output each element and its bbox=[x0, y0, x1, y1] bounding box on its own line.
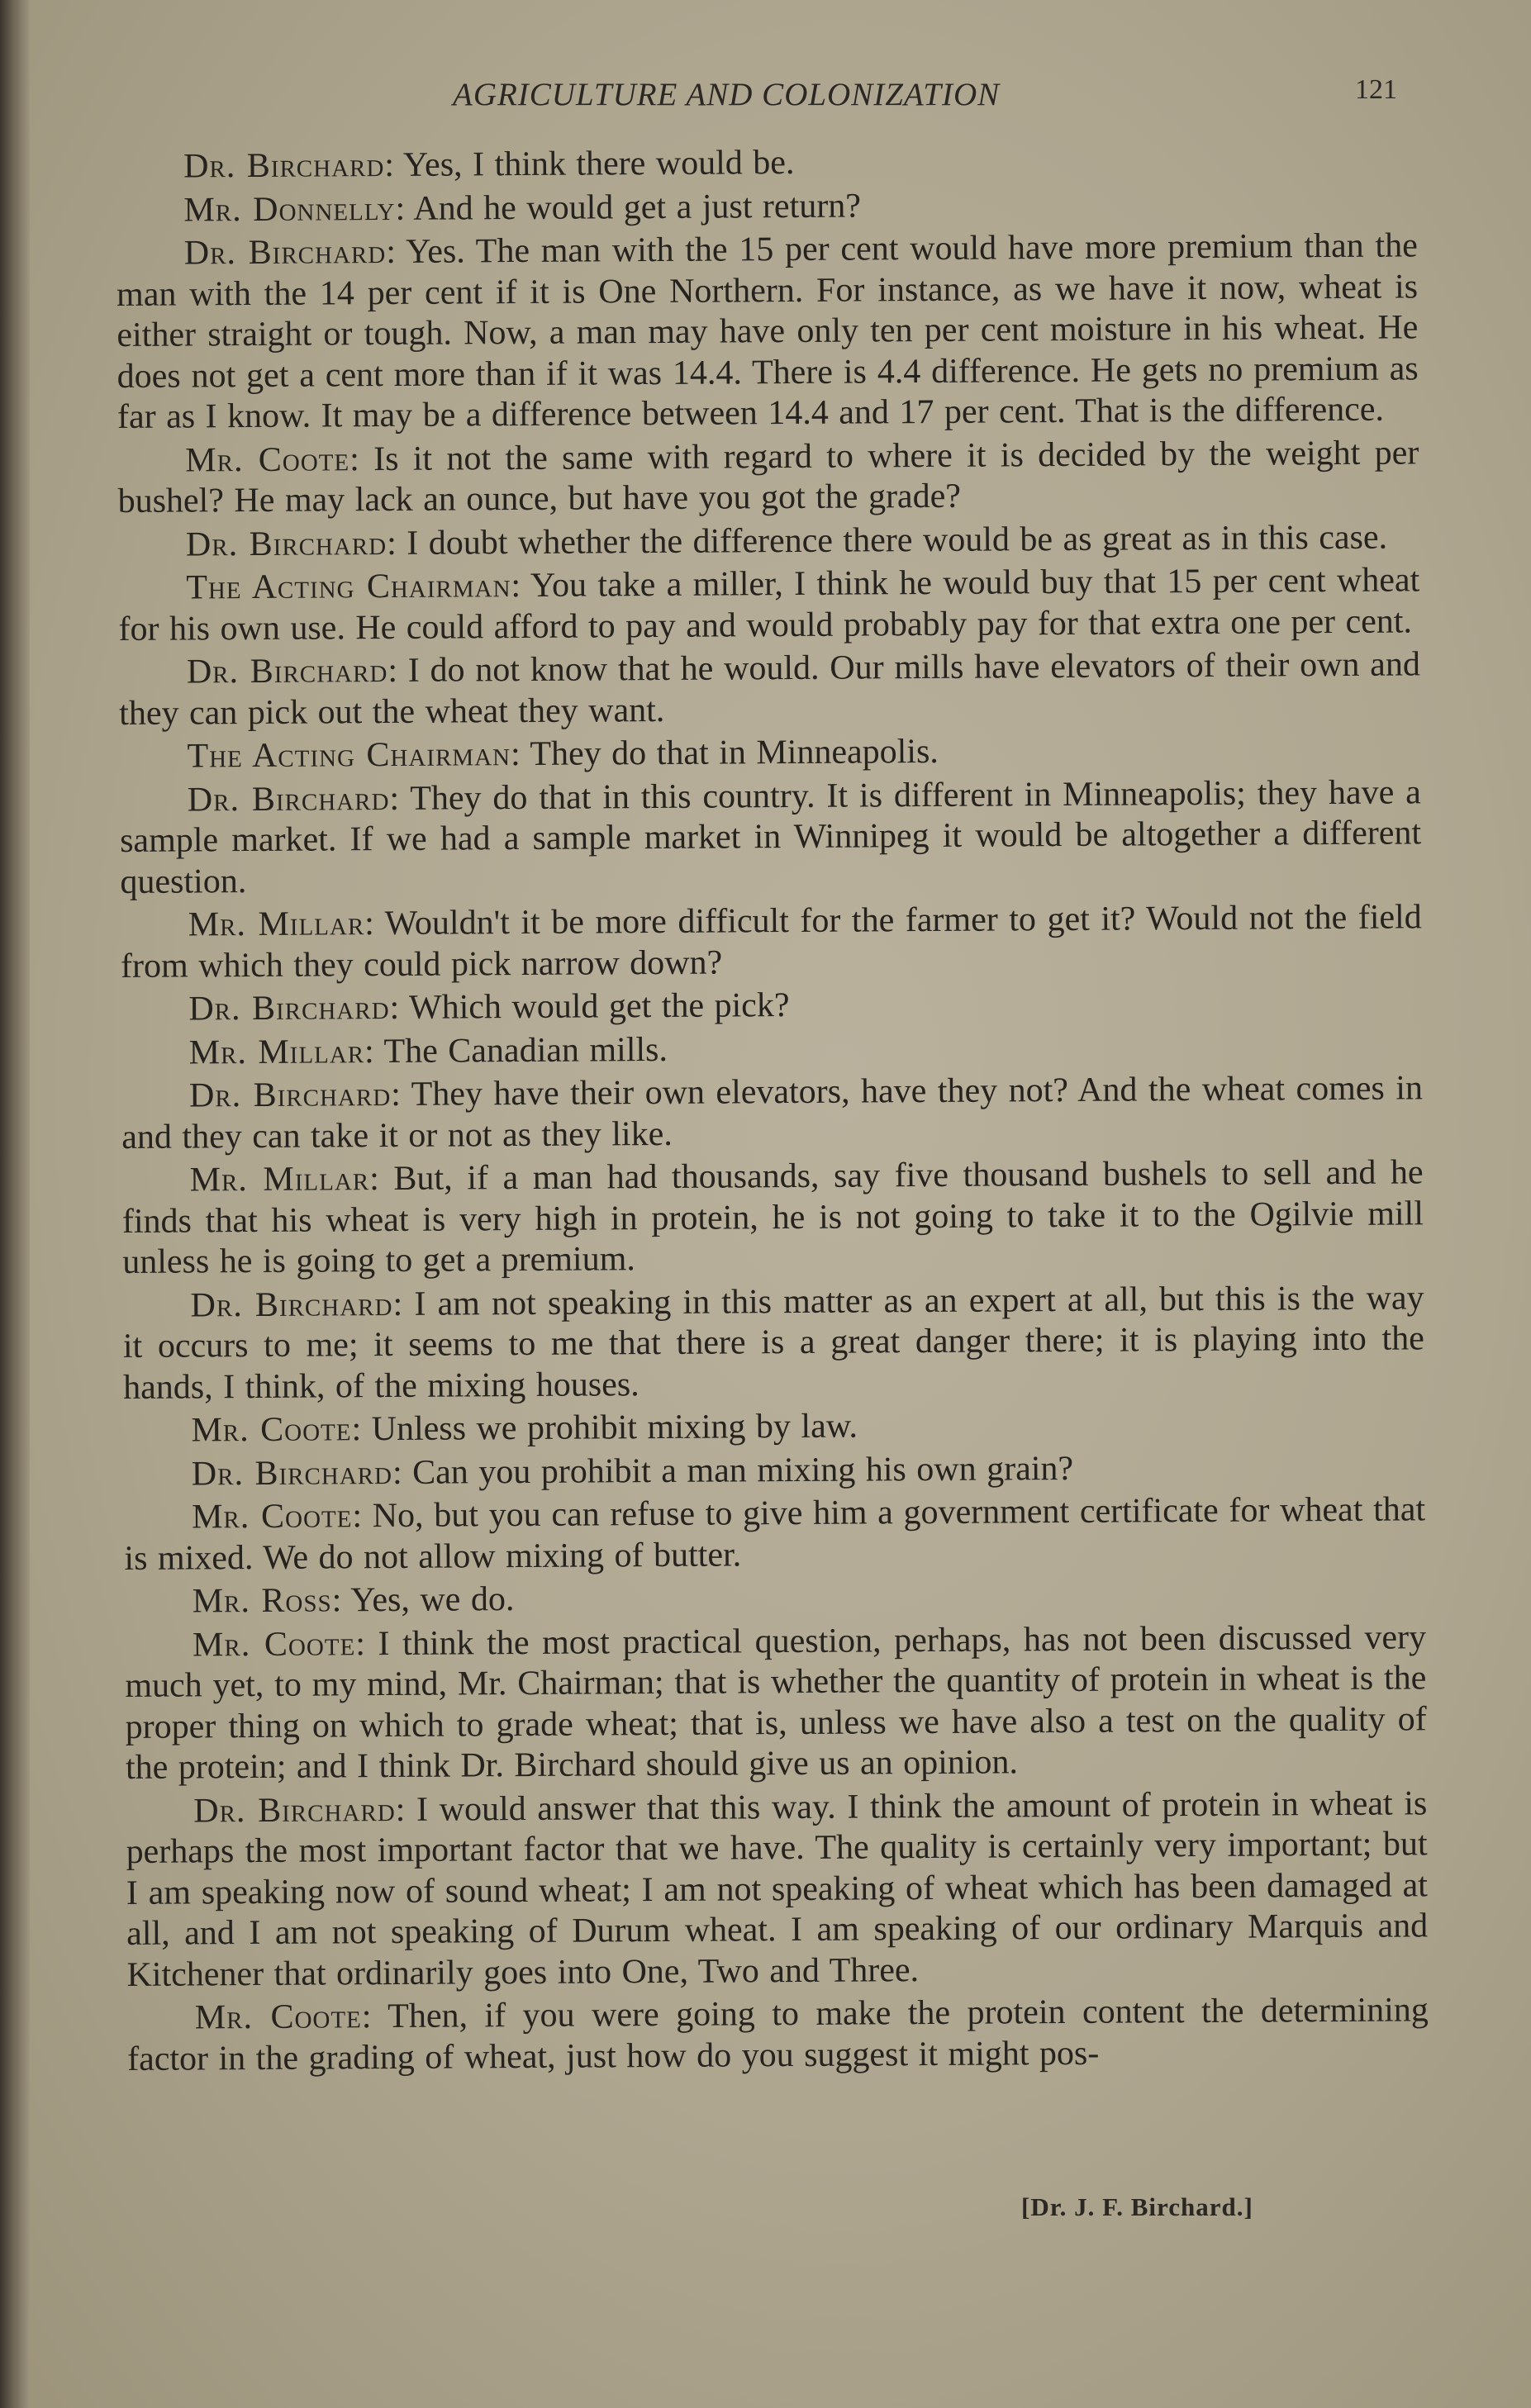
speaker-name: Dr. Birchard bbox=[183, 146, 385, 186]
paragraph: Dr. Birchard: Can you prohibit a man mixing his own grain? bbox=[191, 1449, 1074, 1493]
speech-text: But, if a man had thousands, say five thousand bushels to sell and he finds that his wheat is very high in protein, he is not going to take it to the Ogilvie mill unless he is going to get a premium. bbox=[121, 1153, 1424, 1281]
paragraph: Mr. Millar: The Canadian mills. bbox=[188, 1030, 668, 1071]
page-binding-edge bbox=[0, 0, 30, 2408]
speech-text: I am not speaking in this matter as an expert at all, but this is the way it occurs to me; it seems to me that there is a great danger there; it is playing into the hands, I think, of the mixing houses. bbox=[122, 1278, 1424, 1407]
speaker-name: Mr. Millar bbox=[188, 905, 365, 944]
running-title: AGRICULTURE AND COLONIZATION bbox=[453, 77, 1001, 112]
speech-text: They do that in Minneapolis. bbox=[530, 732, 939, 773]
paragraph: Dr. Birchard: Yes. The man with the 15 per cent would have more premium than the man with the 14 per cent if it is One Northern. For instance, as we have it now, wheat is either straight or tough. Now, a man may have only ten per cent moisture in his wheat. He does not get a cent more than if it was 14.4. There is 4.4 difference. He gets no premium as far as I know. It may be a difference between 14.4 and 17 per cent. That is the difference. bbox=[116, 226, 1419, 436]
paragraph: Dr. Birchard: I would answer that this way. I think the amount of protein in wheat is perhaps the most important factor that we have. The quality is certainly very important; but I am speaking now of sound wheat; I am not speaking of wheat which has been damaged at all, and I am not speaking of Durum wheat. I am speaking of our ordinary Marquis and Kitchener that ordinarily goes into One, Two and Three. bbox=[126, 1783, 1429, 1994]
transcript-body bbox=[116, 139, 1429, 2083]
speaker-name: Mr. Donnelly bbox=[183, 189, 396, 229]
speech-text: Unless we prohibit mixing by law. bbox=[371, 1407, 858, 1449]
speaker-name: Mr. Coote bbox=[191, 1497, 353, 1536]
speech-text: Wouldn't it be more difficult for the farmer to get it? Would not the field from which they could pick narrow down? bbox=[120, 898, 1422, 986]
witness-signature-line: [Dr. J. F. Birchard.] bbox=[1021, 2192, 1253, 2221]
speech-text: They do that in this country. It is different in Minneapolis; they have a sample market. If we had a sample market in Winnipeg it would be altogether a different question. bbox=[119, 772, 1422, 901]
speaker-name: Mr. Coote bbox=[185, 439, 350, 479]
speaker-name: Dr. Birchard bbox=[188, 1075, 392, 1115]
speech-text: Is it not the same with regard to where it is decided by the weight per bushel? He may lack an ounce, but have you got the grade? bbox=[117, 433, 1419, 520]
speaker-name: Mr. Coote bbox=[194, 1997, 362, 2037]
paragraph: Mr. Coote: I think the most practical question, perhaps, has not been discussed very much yet, to my mind, Mr. Chairman; that is whether the quantity of protein in wheat is the proper thing on which to grade wheat; that is, unless we have also a test on the quality of the protein; and I think Dr. Birchard should give us an opinion. bbox=[125, 1617, 1427, 1787]
speaker-name: The Acting Chairman bbox=[186, 567, 511, 607]
speech-text: And he would get a just return? bbox=[413, 186, 862, 228]
speech-text: I think the most practical question, perhaps, has not been discussed very much yet, to my mind, Mr. Chairman; that is whether the quantity of protein in wheat is the proper thing on which to grade wheat; that is, unless we have also a test on the quality of the protein; and I think Dr. Birchard should give us an opinion. bbox=[125, 1617, 1427, 1787]
speaker-name: Dr. Birchard bbox=[193, 1790, 396, 1830]
page-number: 121 bbox=[1355, 74, 1397, 105]
speech-text: I do not know that he would. Our mills have elevators of their own and they can pick out the wheat they want. bbox=[119, 645, 1421, 733]
paragraph: Mr. Millar: Wouldn't it be more difficult for the farmer to get it? Would not the field from which they could pick narrow down? bbox=[120, 898, 1422, 986]
speech-text: The Canadian mills. bbox=[383, 1030, 668, 1071]
paragraph: Dr. Birchard: They have their own elevators, have they not? And the wheat comes in and they can take it or not as they like. bbox=[121, 1069, 1424, 1157]
speech-text: I doubt whether the difference there would be as great as in this case. bbox=[407, 518, 1388, 563]
speaker-name: Dr. Birchard bbox=[185, 524, 388, 563]
speaker-name: Dr. Birchard bbox=[191, 1453, 393, 1493]
speech-text: Then, if you were going to make the protein content the determining factor in the grading of wheat, just how do you suggest it might pos- bbox=[126, 1991, 1429, 2078]
paragraph: The Acting Chairman: You take a miller, I think he would buy that 15 per cent wheat for his own use. He could afford to pay and would probably pay for that extra one per cent. bbox=[118, 561, 1420, 648]
speaker-name: Mr. Coote bbox=[191, 1410, 352, 1450]
speech-text: I would answer that this way. I think the amount of protein in wheat is perhaps the most important factor that we have. The quality is certainly very important; but I am speaking now of sound wheat; I am not speaking of wheat which has been damaged at all, and I am not speaking of Durum wheat. I am speaking of our ordinary Marquis and Kitchener that ordinarily goes into One, Two and Three. bbox=[126, 1783, 1429, 1994]
speech-text: They have their own elevators, have they not? And the wheat comes in and they can take it or not as they like. bbox=[121, 1069, 1424, 1157]
speech-text: Yes, we do. bbox=[350, 1580, 515, 1620]
speaker-name: The Acting Chairman bbox=[187, 735, 511, 776]
paragraph: Dr. Birchard: They do that in this country. It is different in Minneapolis; they have a sample market. If we had a sample market in Winnipeg it would be altogether a different question. bbox=[119, 772, 1422, 901]
paragraph: Dr. Birchard: I doubt whether the difference there would be as great as in this case. bbox=[185, 518, 1388, 563]
speech-text: You take a miller, I think he would buy that 15 per cent wheat for his own use. He could afford to pay and would probably pay for that extra one per cent. bbox=[118, 561, 1420, 648]
paragraph: Mr. Donnelly: And he would get a just return? bbox=[183, 186, 862, 229]
paragraph: Dr. Birchard: I do not know that he would. Our mills have elevators of their own and they can pick out the wheat they want. bbox=[119, 645, 1421, 733]
speaker-name: Dr. Birchard bbox=[190, 1285, 393, 1324]
speaker-name: Dr. Birchard bbox=[186, 652, 388, 691]
paragraph: Dr. Birchard: Yes, I think there would be. bbox=[183, 143, 795, 186]
speaker-name: Mr. Coote bbox=[192, 1624, 356, 1664]
paragraph: Mr. Coote: Then, if you were going to make the protein content the determining factor in the grading of wheat, just how do you suggest it might pos- bbox=[126, 1991, 1429, 2078]
speech-text: Which would get the pick? bbox=[408, 986, 790, 1027]
paragraph: The Acting Chairman: They do that in Minneapolis. bbox=[187, 732, 939, 776]
paragraph: Dr. Birchard: I am not speaking in this matter as an expert at all, but this is the way it occurs to me; it seems to me that there is a great danger there; it is playing into the hands, I think, of the mixing houses. bbox=[122, 1278, 1424, 1407]
speech-text: Can you prohibit a man mixing his own grain? bbox=[412, 1449, 1074, 1492]
speaker-name: Mr. Ross bbox=[192, 1581, 332, 1621]
speaker-name: Mr. Millar bbox=[189, 1160, 370, 1199]
paragraph: Mr. Coote: Is it not the same with regard to where it is decided by the weight per bushel? He may lack an ounce, but have you got the grade? bbox=[117, 433, 1419, 520]
paragraph: Mr. Ross: Yes, we do. bbox=[192, 1580, 515, 1621]
speech-text: Yes. The man with the 15 per cent would have more premium than the man with the 14 per cent if it is One Northern. For instance, as we have it now, wheat is either straight or tough. Now, a man may have only ten per cent moisture in his wheat. He does not get a cent more than if it was 14.4. There is 4.4 difference. He gets no premium as far as I know. It may be a difference between 14.4 and 17 per cent. That is the difference. bbox=[116, 226, 1419, 436]
paragraph: Mr. Coote: No, but you can refuse to give him a government certificate for wheat that is mixed. We do not allow mixing of butter. bbox=[124, 1490, 1426, 1578]
speech-text: Yes, I think there would be. bbox=[402, 143, 795, 184]
speaker-name: Dr. Birchard bbox=[188, 988, 390, 1028]
paragraph: Dr. Birchard: Which would get the pick? bbox=[188, 986, 790, 1028]
paragraph: Mr. Millar: But, if a man had thousands, say five thousand bushels to sell and he finds that his wheat is very high in protein, he is not going to take it to the Ogilvie mill unless he is going to get a premium. bbox=[121, 1153, 1424, 1281]
paragraph: Mr. Coote: Unless we prohibit mixing by law. bbox=[191, 1407, 858, 1450]
speaker-name: Mr. Millar bbox=[188, 1032, 365, 1071]
speech-text: No, but you can refuse to give him a government certificate for wheat that is mixed. We do not allow mixing of butter. bbox=[124, 1490, 1426, 1578]
speaker-name: Dr. Birchard bbox=[183, 233, 387, 273]
speaker-name: Dr. Birchard bbox=[187, 779, 390, 819]
